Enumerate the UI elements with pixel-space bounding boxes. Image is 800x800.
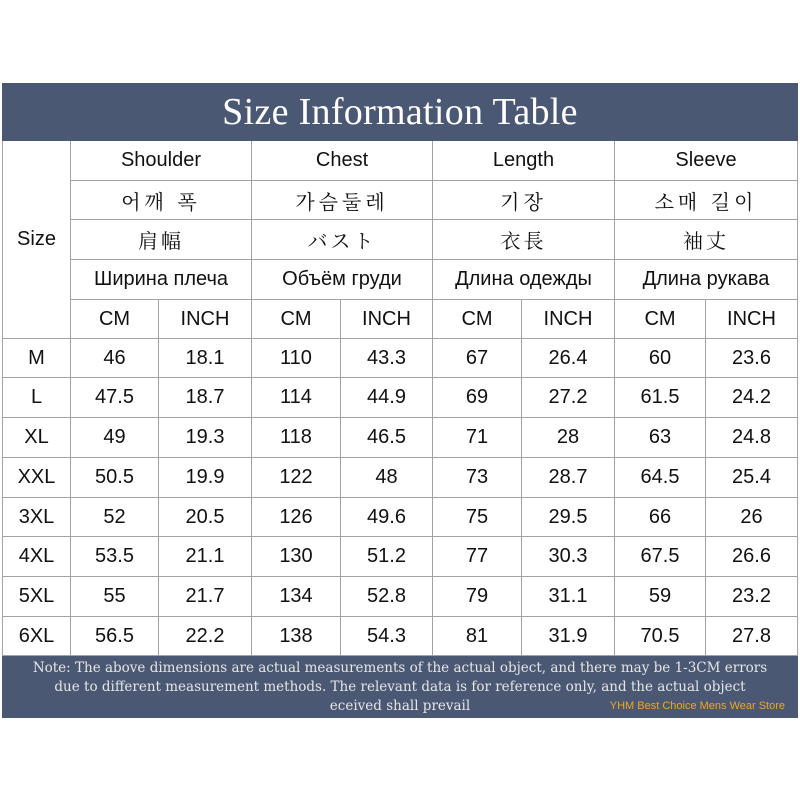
sleeve-cm-value: 63: [615, 418, 706, 458]
shoulder-inch-value: 21.7: [159, 577, 252, 617]
shoulder-inch-value: 18.1: [159, 339, 252, 378]
length-cm-value: 71: [433, 418, 522, 458]
size-label: 6XL: [3, 617, 71, 656]
length-inch-value: 31.1: [522, 577, 615, 617]
length-cm-value: 73: [433, 458, 522, 498]
chest-inch-value: 44.9: [341, 378, 433, 418]
sleeve-inch-value: 24.2: [706, 378, 798, 418]
chest-cm-value: 134: [252, 577, 341, 617]
length-cm-value: 69: [433, 378, 522, 418]
length-inch-value: 30.3: [522, 537, 615, 577]
shoulder-inch-value: 19.9: [159, 458, 252, 498]
measure-label-ja-sleeve: 袖丈: [615, 220, 798, 260]
measure-label-ru-chest: Объём груди: [252, 260, 433, 300]
shoulder-inch-value: 19.3: [159, 418, 252, 458]
size-label: 3XL: [3, 498, 71, 537]
measure-label-ko-length: 기장: [433, 181, 615, 220]
size-label: 5XL: [3, 577, 71, 617]
shoulder-inch-value: 20.5: [159, 498, 252, 537]
shoulder-cm-value: 55: [71, 577, 159, 617]
chest-inch-value: 54.3: [341, 617, 433, 656]
note-line: eceived shall prevail: [329, 698, 471, 714]
length-cm-value: 81: [433, 617, 522, 656]
size-label: L: [3, 378, 71, 418]
size-label: M: [3, 339, 71, 378]
chest-cm-value: 110: [252, 339, 341, 378]
sleeve-inch-value: 25.4: [706, 458, 798, 498]
shoulder-cm-value: 47.5: [71, 378, 159, 418]
shoulder-cm-value: 46: [71, 339, 159, 378]
shoulder-inch-value: 18.7: [159, 378, 252, 418]
length-inch-value: 31.9: [522, 617, 615, 656]
store-watermark: YHM Best Choice Mens Wear Store: [609, 700, 785, 712]
sleeve-inch-value: 23.2: [706, 577, 798, 617]
chest-cm-value: 114: [252, 378, 341, 418]
shoulder-cm-value: 49: [71, 418, 159, 458]
note-line: Note: The above dimensions are actual measurements of the actual object, and there may be 1-3CM errors: [32, 660, 768, 676]
sleeve-cm-value: 66: [615, 498, 706, 537]
shoulder-cm-value: 52: [71, 498, 159, 537]
unit-header-inch: INCH: [706, 300, 798, 339]
note-banner: [2, 656, 798, 718]
chest-inch-value: 46.5: [341, 418, 433, 458]
measure-label-ko-shoulder: 어깨 폭: [71, 181, 252, 220]
length-cm-value: 79: [433, 577, 522, 617]
measure-header-sleeve: Sleeve: [615, 141, 798, 181]
chest-cm-value: 122: [252, 458, 341, 498]
length-inch-value: 28.7: [522, 458, 615, 498]
size-label: 4XL: [3, 537, 71, 577]
sleeve-inch-value: 26.6: [706, 537, 798, 577]
note-line: due to different measurement methods. The relevant data is for reference only, and the actual object: [54, 679, 746, 695]
shoulder-cm-value: 56.5: [71, 617, 159, 656]
sleeve-inch-value: 24.8: [706, 418, 798, 458]
size-table: [2, 141, 798, 656]
shoulder-inch-value: 21.1: [159, 537, 252, 577]
unit-header-inch: INCH: [159, 300, 252, 339]
shoulder-cm-value: 50.5: [71, 458, 159, 498]
size-label: XXL: [3, 458, 71, 498]
chest-inch-value: 52.8: [341, 577, 433, 617]
sleeve-cm-value: 64.5: [615, 458, 706, 498]
unit-header-inch: INCH: [522, 300, 615, 339]
unit-header-cm: CM: [433, 300, 522, 339]
length-inch-value: 28: [522, 418, 615, 458]
measure-label-ru-length: Длина одежды: [433, 260, 615, 300]
measure-header-chest: Chest: [252, 141, 433, 181]
measure-label-ja-chest: バスト: [252, 220, 433, 260]
sleeve-inch-value: 26: [706, 498, 798, 537]
shoulder-cm-value: 53.5: [71, 537, 159, 577]
chest-inch-value: 49.6: [341, 498, 433, 537]
measure-header-length: Length: [433, 141, 615, 181]
length-cm-value: 75: [433, 498, 522, 537]
size-column-header: Size: [3, 141, 71, 339]
measure-label-ko-sleeve: 소매 길이: [615, 181, 798, 220]
measure-label-ru-shoulder: Ширина плеча: [71, 260, 252, 300]
sleeve-inch-value: 23.6: [706, 339, 798, 378]
chest-cm-value: 118: [252, 418, 341, 458]
chest-cm-value: 130: [252, 537, 341, 577]
length-inch-value: 29.5: [522, 498, 615, 537]
sleeve-cm-value: 61.5: [615, 378, 706, 418]
measure-label-ja-length: 衣長: [433, 220, 615, 260]
unit-header-cm: CM: [252, 300, 341, 339]
sleeve-cm-value: 70.5: [615, 617, 706, 656]
chest-inch-value: 43.3: [341, 339, 433, 378]
unit-header-cm: CM: [71, 300, 159, 339]
unit-header-cm: CM: [615, 300, 706, 339]
unit-header-inch: INCH: [341, 300, 433, 339]
chest-inch-value: 51.2: [341, 537, 433, 577]
measure-header-shoulder: Shoulder: [71, 141, 252, 181]
length-inch-value: 27.2: [522, 378, 615, 418]
sleeve-inch-value: 27.8: [706, 617, 798, 656]
chest-cm-value: 138: [252, 617, 341, 656]
length-inch-value: 26.4: [522, 339, 615, 378]
chest-cm-value: 126: [252, 498, 341, 537]
page-title: Size Information Table: [222, 91, 578, 133]
measure-label-ja-shoulder: 肩幅: [71, 220, 252, 260]
chest-inch-value: 48: [341, 458, 433, 498]
sleeve-cm-value: 59: [615, 577, 706, 617]
sleeve-cm-value: 67.5: [615, 537, 706, 577]
size-label: XL: [3, 418, 71, 458]
measure-label-ru-sleeve: Длина рукава: [615, 260, 798, 300]
length-cm-value: 67: [433, 339, 522, 378]
sleeve-cm-value: 60: [615, 339, 706, 378]
measure-label-ko-chest: 가슴둘레: [252, 181, 433, 220]
shoulder-inch-value: 22.2: [159, 617, 252, 656]
title-banner: [2, 83, 798, 141]
length-cm-value: 77: [433, 537, 522, 577]
